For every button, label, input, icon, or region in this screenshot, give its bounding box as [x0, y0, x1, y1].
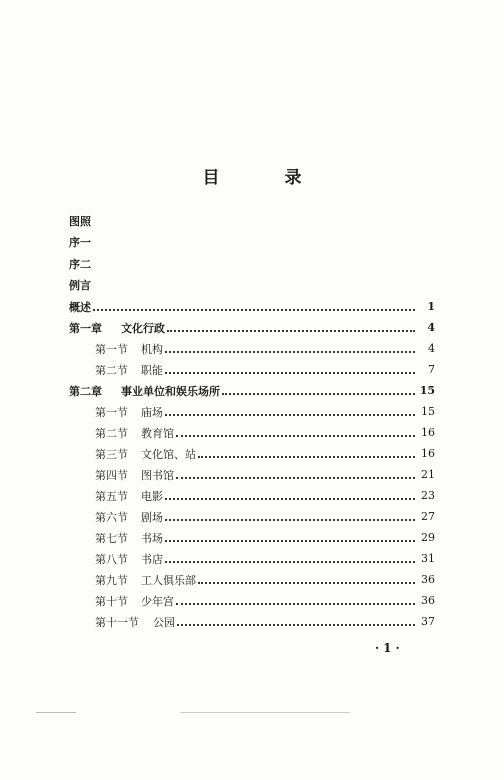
section-title: 文化馆、站	[141, 447, 196, 461]
toc-front-item	[69, 232, 435, 254]
section-title: 工人俱乐部	[141, 573, 196, 587]
dot-leader	[165, 371, 415, 374]
dot-leader	[165, 518, 415, 521]
toc-section	[69, 590, 435, 611]
chapter-number: 第二章	[69, 384, 102, 398]
dot-leader	[167, 329, 415, 332]
toc-page-number: 36	[421, 594, 435, 607]
section-number: 第一节	[95, 342, 128, 356]
toc-section	[69, 569, 435, 590]
toc-section	[69, 422, 435, 443]
toc-entry-label: 图照	[69, 214, 91, 228]
toc-section	[69, 443, 435, 464]
section-number: 第三节	[95, 447, 128, 461]
dot-leader	[198, 455, 415, 458]
section-number: 第五节	[95, 489, 128, 503]
toc-section	[69, 401, 435, 422]
dot-leader	[176, 602, 415, 605]
toc-page-number: 36	[421, 573, 435, 586]
toc-chapter	[69, 317, 435, 338]
section-title: 公园	[153, 615, 175, 629]
section-title: 教育馆	[141, 426, 174, 440]
scan-artifact-line	[36, 712, 76, 713]
section-title: 剧场	[141, 510, 163, 524]
toc-page-number: 16	[421, 426, 435, 439]
toc-front-item	[69, 210, 435, 232]
section-title: 书场	[141, 531, 163, 545]
toc-section	[69, 485, 435, 506]
section-title: 庙场	[141, 405, 163, 419]
section-number: 第十一节	[95, 615, 139, 629]
toc-front-item	[69, 275, 435, 297]
section-title: 机构	[141, 342, 163, 356]
section-number: 第六节	[95, 510, 128, 524]
dot-leader	[165, 350, 415, 353]
toc-page-number: 37	[421, 615, 435, 628]
section-title: 少年宫	[141, 594, 174, 608]
section-number: 第二节	[95, 363, 128, 377]
toc-section	[69, 527, 435, 548]
toc-section	[69, 338, 435, 359]
toc-page-number: 15	[419, 384, 435, 397]
section-number: 第七节	[95, 531, 128, 545]
toc-entry-label: 例言	[69, 279, 91, 293]
toc-section	[69, 506, 435, 527]
toc-overview	[69, 296, 435, 317]
dot-leader	[165, 560, 415, 563]
toc-page-number: 23	[421, 489, 435, 502]
toc-section	[69, 464, 435, 485]
chapter-number: 第一章	[69, 321, 102, 335]
page-number-footer: ·1·	[375, 641, 404, 655]
dot-leader	[165, 413, 415, 416]
toc-entry-label: 序二	[69, 257, 91, 271]
section-number: 第八节	[95, 552, 128, 566]
dot-leader	[93, 308, 415, 311]
chapter-title: 文化行政	[121, 321, 165, 335]
section-title: 职能	[141, 363, 163, 377]
table-of-contents	[69, 210, 435, 632]
page-title: 目 录	[202, 168, 326, 188]
toc-entry-label: 序一	[69, 236, 91, 250]
section-number: 第一节	[95, 405, 128, 419]
toc-page-number: 4	[427, 321, 435, 334]
dot-leader	[222, 392, 415, 395]
toc-section	[69, 359, 435, 380]
section-title: 书店	[141, 552, 163, 566]
toc-front-item	[69, 253, 435, 275]
toc-page-number: 1	[427, 300, 435, 313]
toc-entry-label: 概述	[69, 300, 91, 314]
toc-section	[69, 611, 435, 632]
toc-page-number: 4	[428, 342, 435, 355]
toc-page-number: 31	[421, 552, 435, 565]
scan-artifact-line	[180, 712, 350, 713]
dot-leader	[198, 581, 415, 584]
toc-page-number: 15	[421, 405, 435, 418]
toc-page-number: 16	[421, 447, 435, 460]
toc-page-number: 27	[421, 510, 435, 523]
toc-page-number: 21	[421, 468, 435, 481]
dot-leader	[176, 434, 415, 437]
dot-leader	[165, 539, 415, 542]
section-number: 第九节	[95, 573, 128, 587]
section-number: 第十节	[95, 594, 128, 608]
dot-leader	[165, 497, 415, 500]
toc-section	[69, 548, 435, 569]
section-number: 第二节	[95, 426, 128, 440]
toc-page-number: 29	[421, 531, 435, 544]
section-title: 电影	[141, 489, 163, 503]
dot-leader	[176, 476, 415, 479]
dot-leader	[177, 623, 415, 626]
section-number: 第四节	[95, 468, 128, 482]
chapter-title: 事业单位和娱乐场所	[121, 384, 220, 398]
section-title: 图书馆	[141, 468, 174, 482]
toc-page-number: 7	[428, 363, 435, 376]
toc-chapter	[69, 380, 435, 401]
